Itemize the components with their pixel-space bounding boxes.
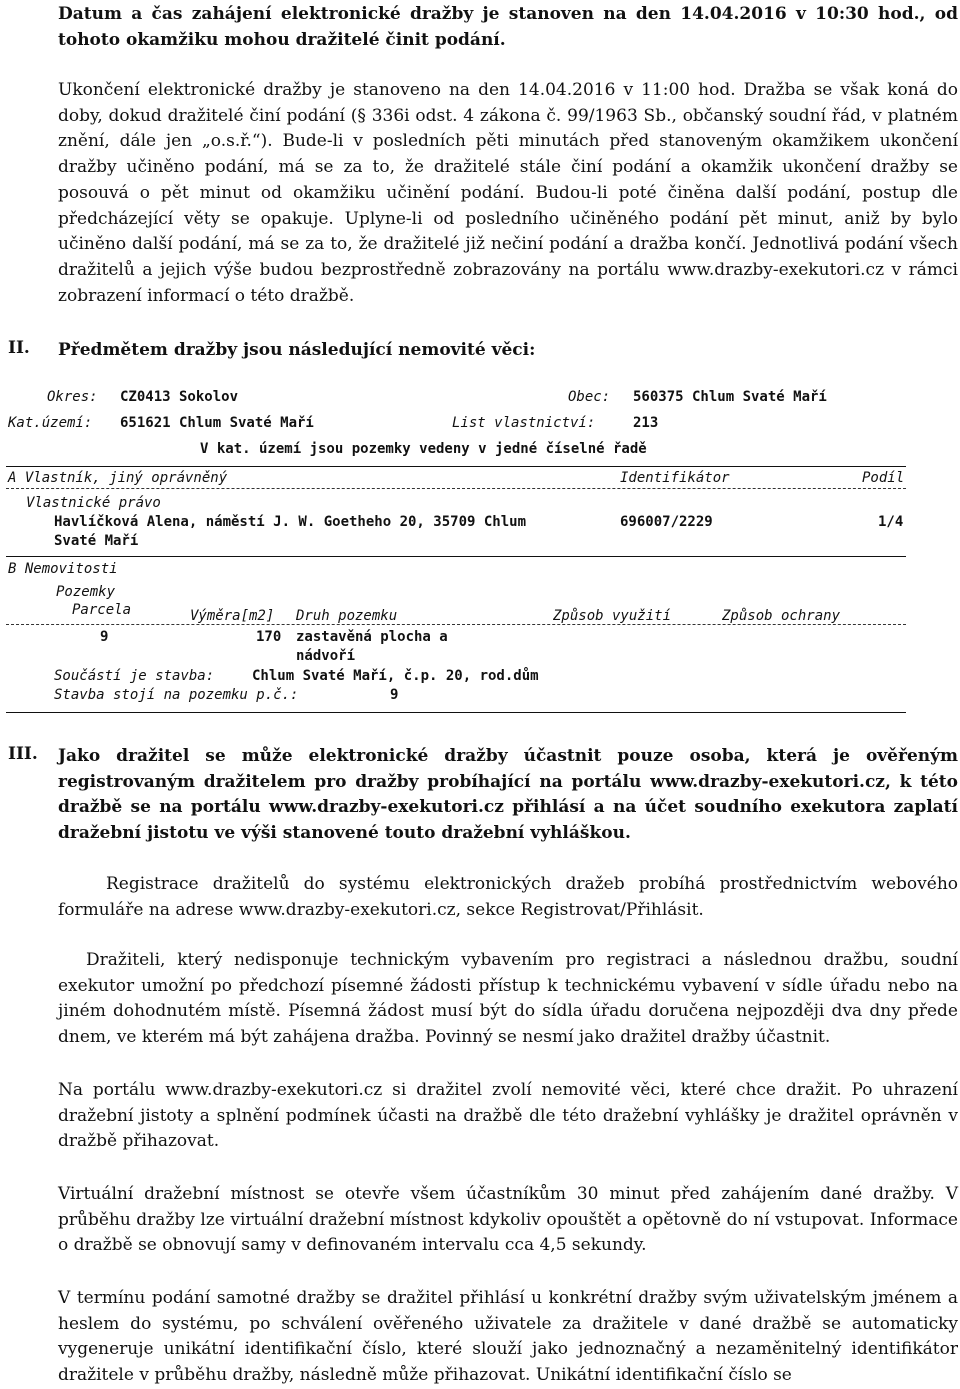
owner-share: 1/4 bbox=[878, 514, 904, 530]
owner-id: 696007/2229 bbox=[620, 514, 713, 530]
section-2-heading: Předmětem dražby jsou následující nemovité věci: bbox=[58, 340, 536, 360]
obec-value: 560375 Chlum Svaté Maří bbox=[633, 389, 827, 405]
ochrana-header: Způsob ochrany bbox=[722, 608, 841, 624]
zpusob-header: Způsob využití bbox=[553, 608, 672, 624]
login-paragraph: V termínu podání samotné dražby se dražitel přihlásí u konkrétní dražby svým uživatelským jménem a heslem do systému, po schválení ověřeného uživatele za dražitele v dané dražbě se automaticky vygeneruje unikátní identifikační číslo, které slouží jako jednoznačný a nezaměnitelný identifikátor dražitele v průběhu dražby, následně může přihazovat. Unikátní identifikační číslo se bbox=[58, 1288, 958, 1386]
section-2-number: II. bbox=[8, 338, 30, 358]
pozemky-label: Pozemky bbox=[56, 584, 116, 600]
stavba-label: Stavba stojí na pozemku p.č.: bbox=[54, 687, 299, 703]
auction-room-paragraph: Virtuální dražební místnost se otevře všem účastníkům 30 minut před zahájením dané dražby. V průběhu dražby lze virtuální dražební místnost kdykoliv opouštět a opětovně do ní vstupovat. Informace o dražbě se obnovují samy v definovaném intervalu cca 4,5 sekundy. bbox=[58, 1184, 958, 1256]
druh-header: Druh pozemku bbox=[296, 608, 398, 624]
soucasti-label: Součástí je stavba: bbox=[54, 668, 215, 684]
header-a: A Vlastník, jiný oprávněný bbox=[8, 470, 228, 486]
parcel-number: 9 bbox=[100, 629, 109, 645]
extract-dashed-rule bbox=[6, 488, 906, 489]
extract-dashed-rule bbox=[6, 624, 906, 625]
portal-paragraph: Na portálu www.drazby-exekutori.cz si dražitel zvolí nemovité věci, které chce dražit. Po uhrazení dražební jistoty a splnění podmínek účasti na dražbě dle této dražební vyhlášky je dražitel oprávněn v dražbě přihazovat. bbox=[58, 1080, 958, 1152]
owner-line1: Havlíčková Alena, náměstí J. W. Goetheho 20, 35709 Chlum bbox=[54, 514, 527, 530]
stavba-value: 9 bbox=[390, 687, 399, 703]
extract-rule bbox=[6, 466, 906, 467]
header-b: B Nemovitosti bbox=[8, 561, 118, 577]
auction-start-paragraph: Datum a čas zahájení elektronické dražby je stanoven na den 14.04.2016 v 10:30 hod., od tohoto okamžiku mohou dražitelé činit podání. bbox=[58, 4, 958, 50]
section-3-heading: Jako dražitel se může elektronické dražby účastnit pouze osoba, která je ověřeným registrovaným dražitelem pro dražby probíhající na portálu www.drazby-exekutori.cz, k této dražbě se na portálu www.drazby-exekutori.cz přihlásí a na účet soudního exekutora zaplatí dražební jistotu ve výši stanovené touto dražební vyhláškou. bbox=[58, 746, 958, 844]
soucasti-value: Chlum Svaté Maří, č.p. 20, rod.dům bbox=[252, 668, 539, 684]
katuzemi-value: 651621 Chlum Svaté Maří bbox=[120, 415, 314, 431]
extract-note: V kat. území jsou pozemky vedeny v jedné číselné řadě bbox=[200, 441, 647, 457]
druh-line2: nádvoří bbox=[296, 648, 356, 664]
vlastnicke-pravo: Vlastnické právo bbox=[26, 495, 161, 511]
header-podil: Podíl bbox=[862, 470, 905, 486]
extract-rule bbox=[6, 556, 906, 557]
parcela-header: Parcela bbox=[72, 602, 132, 618]
header-ident: Identifikátor bbox=[620, 470, 730, 486]
extract-rule bbox=[6, 712, 906, 713]
equipment-paragraph: Dražiteli, který nedisponuje technickým vybavením pro registraci a následnou dražbu, soudní exekutor umožní po předchozí písemné žádosti přístup k technickému vybavení v sídle úřadu nebo na jiném dohodnutém místě. Písemná žádost musí být do sídla úřadu doručena nejpozději dva dny přede dnem, ve kterém má být zahájena dražba. Povinný se nesmí jako dražitel dražby účastnit. bbox=[58, 950, 958, 1048]
obec-label: Obec: bbox=[568, 389, 611, 405]
parcel-area: 170 bbox=[256, 629, 282, 645]
section-3-number: III. bbox=[8, 744, 38, 764]
katuzemi-label: Kat.území: bbox=[8, 415, 93, 431]
registration-paragraph: Registrace dražitelů do systému elektronických dražeb probíhá prostřednictvím webového formuláře na adrese www.drazby-exekutori.cz, sekce Registrovat/Přihlásit. bbox=[58, 874, 958, 920]
auction-end-paragraph: Ukončení elektronické dražby je stanoveno na den 14.04.2016 v 11:00 hod. Dražba se však koná do doby, dokud dražitelé činí podání (§ 336i odst. 4 zákona č. 99/1963 Sb., občanský soudní řád, v platném znění, dále jen „o.s.ř.“). Bude-li v posledních pěti minutách před stanoveným okamžikem ukončení dražby učiněno podání, má se za to, že dražitelé stále činí podání a okamžik ukončení dražby se posouvá o pět minut od okamžiku učinění podání. Budou-li poté činěna další podání, postup dle předcházející věty se opakuje. Uplyne-li od posledního učiněného podání pět minut, aniž by bylo učiněno další podání, má se za to, že dražitelé již nečiní podání a dražba končí. Jednotlivá podání všech dražitelů a jejich výše budou bezprostředně zobrazovány na portálu www.drazby-exekutori.cz v rámci zobrazení informací o této dražbě. bbox=[58, 80, 958, 306]
okres-value: CZ0413 Sokolov bbox=[120, 389, 239, 405]
owner-line2: Svaté Maří bbox=[54, 533, 139, 549]
lv-value: 213 bbox=[633, 415, 659, 431]
okres-label: Okres: bbox=[47, 389, 98, 405]
vymera-header: Výměra[m2] bbox=[190, 608, 275, 624]
druh-line1: zastavěná plocha a bbox=[296, 629, 448, 645]
lv-label: List vlastnictví: bbox=[452, 415, 596, 431]
